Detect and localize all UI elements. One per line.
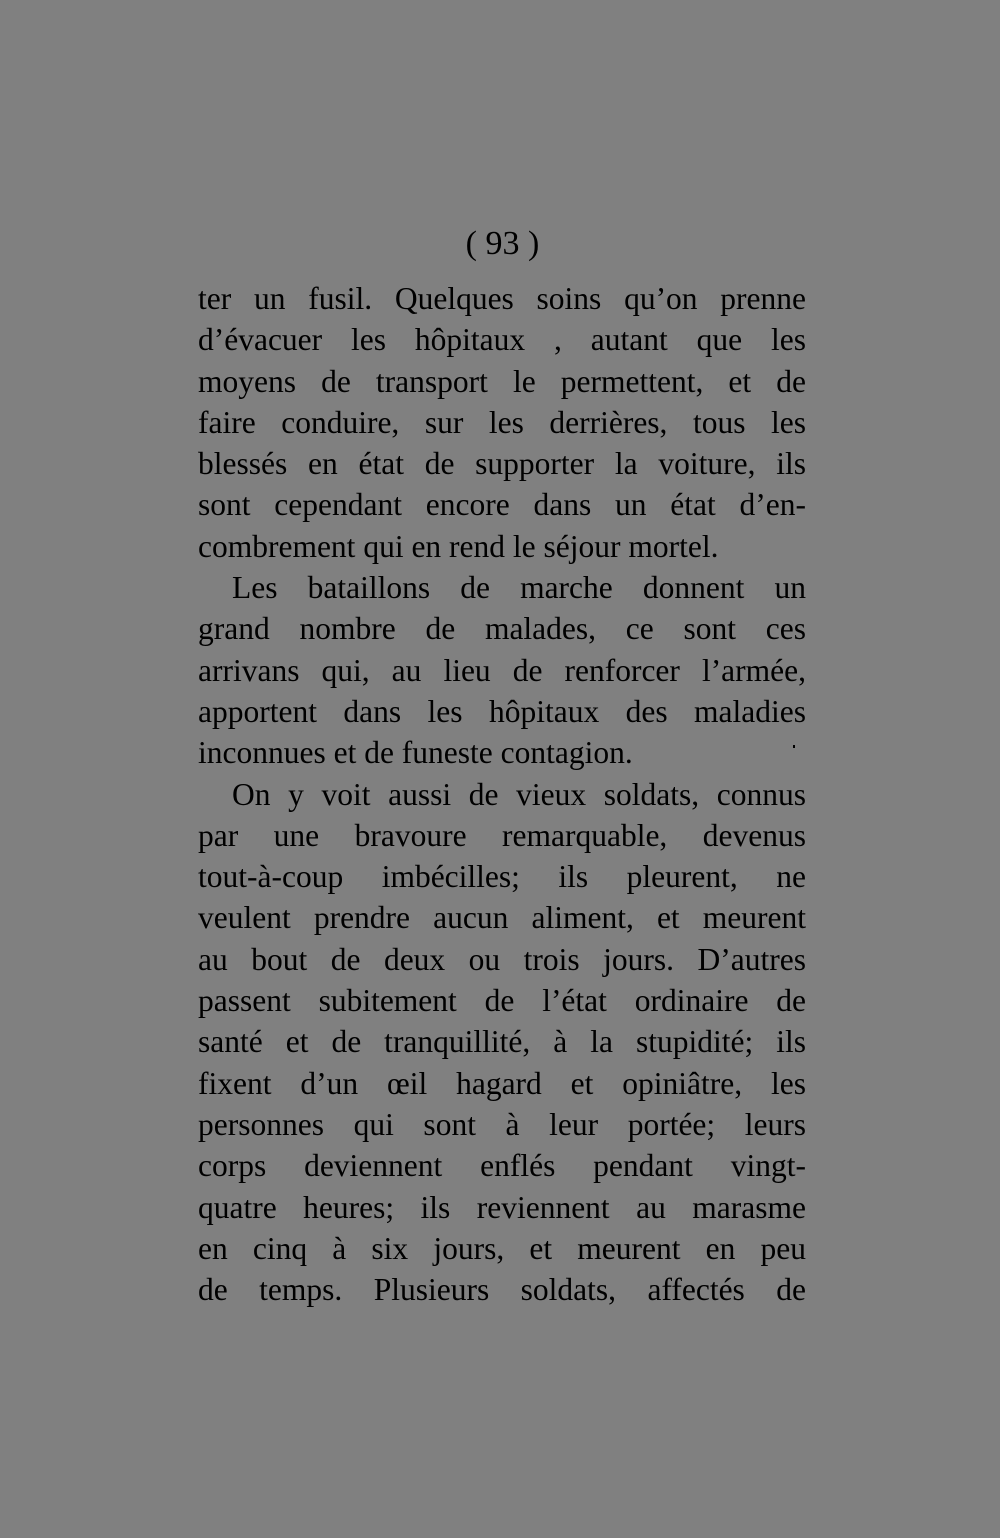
text-line: d’évacuer les hôpitaux , autant que les <box>198 322 806 358</box>
text-line: par une bravoure remarquable, devenus <box>198 817 806 853</box>
text-line: tout-à-coup imbécilles; ils pleurent, ne <box>198 859 806 895</box>
text-line: blessés en état de supporter la voiture, ils <box>198 446 806 482</box>
text-line: de temps. Plusieurs soldats, affectés de <box>198 1272 806 1308</box>
text-line: sont cependant encore dans un état d’en- <box>198 487 806 523</box>
text-line: ter un fusil. Quelques soins qu’on prenne <box>198 281 806 316</box>
text-line: quatre heures; ils reviennent au marasme <box>198 1189 806 1225</box>
text-line: au bout de deux ou trois jours. D’autres <box>198 941 806 977</box>
text-line: en cinq à six jours, et meurent en peu <box>198 1230 806 1266</box>
text-line: combrement qui en rend le séjour mortel. <box>198 528 719 564</box>
text-line: moyens de transport le permettent, et de <box>198 363 806 399</box>
text-line: fixent d’un œil hagard et opiniâtre, les <box>198 1065 806 1101</box>
text-line: santé et de tranquillité, à la stupidité; ils <box>198 1024 806 1060</box>
text-line: grand nombre de malades, ce sont ces <box>198 611 806 647</box>
text-line: passent subitement de l’état ordinaire de <box>198 983 806 1019</box>
text-line: corps deviennent enflés pendant vingt- <box>198 1148 806 1184</box>
paragraph-first-line: On y voit aussi de vieux soldats, connus <box>232 776 806 812</box>
page-number: ( 93 ) <box>465 225 540 262</box>
text-line: inconnues et de funeste contagion. <box>198 735 633 771</box>
body-text <box>198 278 806 1310</box>
text-line: veulent prendre aucun aliment, et meurent <box>198 900 806 936</box>
text-line: apportent dans les hôpitaux des maladies <box>198 693 806 729</box>
ink-speck <box>793 745 795 748</box>
text-line: personnes qui sont à leur portée; leurs <box>198 1106 806 1142</box>
text-line: faire conduire, sur les derrières, tous les <box>198 404 806 440</box>
paragraph-first-line: Les bataillons de marche donnent un <box>232 570 806 606</box>
text-line: arrivans qui, au lieu de renforcer l’armée, <box>198 652 806 688</box>
